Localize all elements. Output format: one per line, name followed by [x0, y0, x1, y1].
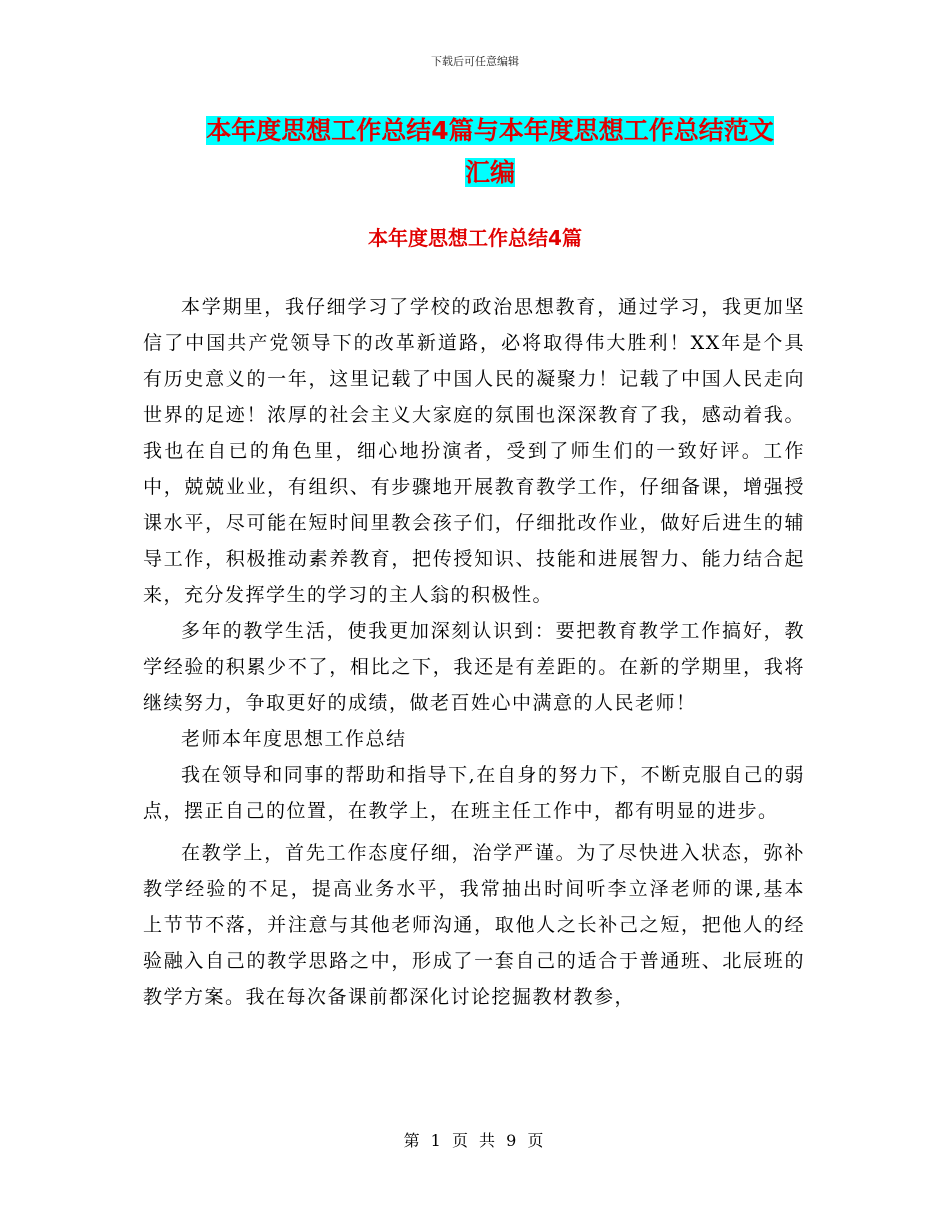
- paragraph-4: 在教学上，首先工作态度仔细，治学严谨。为了尽快进入状态，弥补教学经验的不足，提高业务水平，我常抽出时间听李立泽老师的课,基本上节节不落，并注意与其他老师沟通，取他人之长补己之短，把他人的经验融入自己的教学思路之中，形成了一套自己的适合于普通班、北辰班的教学方案。我在每次备课前都深化讨论挖掘教材教参，: [143, 842, 805, 1008]
- section-title: 本年度思想工作总结4篇: [368, 226, 582, 250]
- paragraph-heading: 老师本年度思想工作总结: [181, 728, 407, 750]
- title-line-2: 汇编: [464, 158, 515, 187]
- page-number: 第 1 页 共 9 页: [403, 1131, 547, 1150]
- header-note: 下载后可任意编辑: [431, 55, 519, 68]
- paragraph-3: 我在领导和同事的帮助和指导下,在自身的努力下，不断克服自己的弱点，摆正自己的位置，在教学上，在班主任工作中，都有明显的进步。: [143, 764, 805, 822]
- paragraph-2: 多年的教学生活，使我更加深刻认识到：要把教育教学工作搞好，教学经验的积累少不了，相比之下，我还是有差距的。在新的学期里，我将继续努力，争取更好的成绩，做老百姓心中满意的人民老师！: [143, 620, 805, 714]
- body-text: [143, 289, 805, 1015]
- paragraph-1: 本学期里，我仔细学习了学校的政治思想教育，通过学习，我更加坚信了中国共产党领导下的改革新道路，必将取得伟大胜利！XX年是个具有历史意义的一年，这里记载了中国人民的凝聚力！记载了中国人民走向世界的足迹！浓厚的社会主义大家庭的氛围也深深教育了我，感动着我。我也在自已的角色里，细心地扮演者，受到了师生们的一致好评。工作中，兢兢业业，有组织、有步骤地开展教育教学工作，仔细备课，增强授课水平，尽可能在短时间里教会孩子们，仔细批改作业，做好后进生的辅导工作，积极推动素养教育，把传授知识、技能和进展智力、能力结合起来，充分发挥学生的学习的主人翁的积极性。: [143, 296, 805, 606]
- document-title: [140, 110, 840, 194]
- title-line-1: 本年度思想工作总结4篇与本年度思想工作总结范文: [206, 116, 774, 145]
